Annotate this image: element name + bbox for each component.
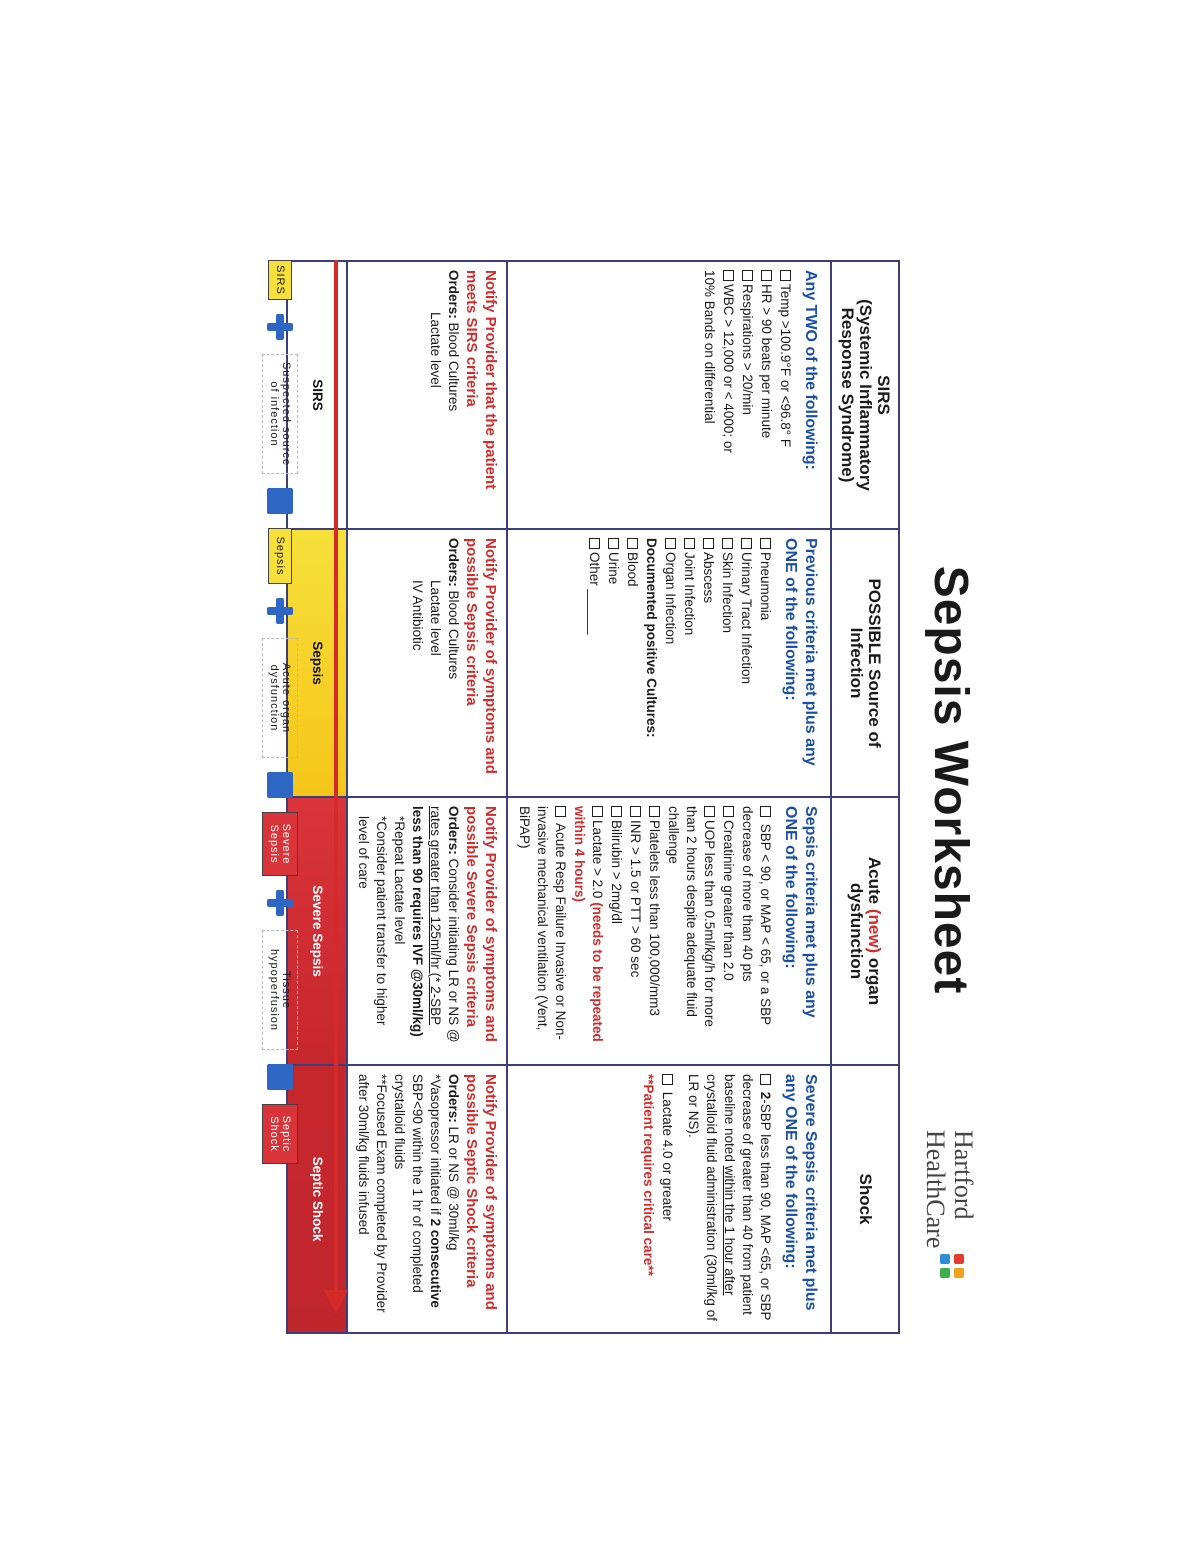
item-label: WBC > 12,000 or < 4000; or — [721, 284, 736, 453]
order-note: *Repeat Lactate level — [392, 816, 407, 945]
order-vaso-text: *Vasopressor initiated if — [428, 1074, 443, 1219]
equals-icon — [267, 1064, 293, 1090]
sepsis-orders-cell — [347, 529, 507, 797]
list-item[interactable] — [718, 538, 736, 788]
checkbox-icon[interactable] — [611, 806, 622, 817]
legend-severe: Severe Sepsis — [262, 812, 298, 876]
list-item[interactable] — [664, 806, 718, 1056]
checkbox-icon[interactable] — [760, 538, 771, 549]
order-vaso — [390, 1074, 444, 1324]
severe-notify: Notify Provider of symptoms and possible Severe Sepsis criteria — [463, 806, 499, 1042]
list-item[interactable] — [684, 1074, 774, 1324]
item-label: Urine — [606, 552, 621, 585]
list-item[interactable] — [661, 538, 679, 788]
item-label: -SBP less than 90, MAP <65, or SBP decrease of greater than 40 from patient baseline noted — [722, 1074, 773, 1321]
checkbox-icon[interactable] — [761, 270, 772, 281]
organ-criteria-cell — [507, 797, 831, 1065]
organ-criteria-label: Sepsis criteria met plus any ONE of the following: — [782, 806, 819, 1018]
progression-arrow-line — [334, 260, 338, 1300]
checkbox-icon[interactable] — [760, 1074, 771, 1085]
list-item[interactable] — [570, 806, 606, 1056]
checkbox-icon[interactable] — [780, 270, 791, 281]
item-label: Other ______ — [587, 552, 602, 635]
legend-shock: Septic Shock — [262, 1104, 298, 1164]
item-label: Respirations > 20/min — [740, 284, 755, 415]
criteria-row — [507, 261, 831, 1333]
sirs-notify: Notify Provider that the patient meets SIRS criteria — [463, 270, 499, 490]
legend-suspected: Suspected source of infection — [262, 354, 298, 474]
sirs-orders-cell — [347, 261, 507, 529]
checkbox-icon[interactable] — [630, 806, 641, 817]
order-vaso-end: SBP<90 within the 1 hr of completed crystalloid fluids — [392, 1074, 425, 1293]
band-septic-shock: Septic Shock — [287, 1065, 347, 1333]
item-label: Platelets less than 100,000/mm3 — [647, 820, 662, 1016]
item-label: Urinary Tract Infection — [739, 552, 754, 685]
list-item[interactable] — [737, 538, 755, 788]
checkbox-icon[interactable] — [662, 1074, 673, 1085]
list-item[interactable] — [645, 806, 663, 1056]
plus-icon — [267, 598, 293, 624]
orders-row — [347, 261, 507, 1333]
item-label: Acute Resp Failure Invasive or Non-invasive mechanical ventilation (Vent, BiPAP) — [517, 806, 568, 1040]
header-sirs: SIRS (Systemic Inflammatory Response Syndrome) — [831, 261, 899, 529]
legend-sirs: SIRS — [268, 260, 292, 300]
checkbox-icon[interactable] — [589, 538, 600, 549]
list-item[interactable] — [604, 538, 622, 788]
list-item[interactable] — [515, 806, 569, 1056]
logo-mark-icon — [934, 1254, 964, 1284]
header-acute: Acute — [865, 856, 884, 909]
item-label: Creatinine greater than 2.0 — [721, 820, 736, 981]
checkbox-icon[interactable] — [760, 806, 771, 817]
orders-label: Orders: — [446, 806, 461, 855]
item-label: Abscess — [701, 552, 716, 604]
item-end: crystalloid fluid administration (30ml/kg of LR or NS). — [686, 1074, 719, 1321]
order-item: Lactate level — [428, 312, 443, 388]
sepsis-criteria-table — [286, 260, 900, 1334]
sepsis-orders — [444, 538, 462, 788]
checkbox-icon[interactable] — [723, 806, 734, 817]
checkbox-icon[interactable] — [704, 806, 715, 817]
item-extra: 10% Bands on differential — [702, 270, 717, 424]
item-label: Lactate 4.0 or greater — [660, 1088, 675, 1221]
list-item[interactable] — [719, 270, 737, 520]
worksheet-page — [200, 230, 1000, 1330]
item-label: Pneumonia — [758, 552, 773, 621]
logo-line-1: Hartford — [949, 1130, 978, 1220]
band-severe-sepsis: Severe Sepsis — [287, 797, 347, 1065]
item-underline: within the 1 hour after — [722, 1165, 737, 1296]
infection-criteria-cell — [507, 529, 831, 797]
critical-care-note: **Patient requires critical care** — [641, 1074, 656, 1276]
severe-orders-cell — [347, 797, 507, 1065]
header-organ-dysfunction — [831, 797, 899, 1065]
item-label: Skin Infection — [720, 552, 735, 634]
hartford-healthcare-logo — [914, 1130, 984, 1310]
item-bold: 2 — [758, 1088, 773, 1100]
logo-line-2: HealthCare — [921, 1130, 950, 1249]
sirs-criteria-cell — [507, 261, 831, 529]
orders-label: Orders: — [446, 538, 461, 587]
page-title: Sepsis Worksheet — [924, 565, 977, 995]
orders-label: Orders: — [446, 1074, 461, 1123]
plus-icon — [267, 314, 293, 340]
checkbox-icon[interactable] — [592, 806, 603, 817]
item-label: HR > 90 beats per minute — [759, 284, 774, 439]
order-item: LR or NS @ 30ml/kg — [446, 1126, 461, 1251]
sirs-criteria-label: Any TWO of the following: — [802, 270, 819, 470]
lactate-note: (needs to be repeated within 4 hours) — [572, 806, 605, 1042]
item-label: Joint Infection — [682, 552, 697, 636]
band-sirs: SIRS — [287, 261, 347, 529]
equals-icon — [267, 772, 293, 798]
sirs-orders — [444, 270, 462, 520]
legend-acute: Acute organ dysfunction — [262, 638, 298, 758]
progression-arrow-icon — [324, 1290, 348, 1314]
checkbox-icon[interactable] — [555, 806, 566, 817]
list-item[interactable] — [623, 538, 641, 788]
checkbox-icon[interactable] — [723, 270, 734, 281]
legend-sepsis: Sepsis — [268, 528, 292, 584]
list-item[interactable] — [626, 806, 644, 1056]
order-bold: less than 90 requires IVF @30ml/kg) — [410, 806, 425, 1037]
item-label: Temp >100.9°F or <96.8° F — [778, 284, 793, 448]
band-sepsis: Sepsis — [287, 529, 347, 797]
list-item[interactable] — [738, 270, 756, 520]
item-label: Bilirubin > 2mg/dl — [609, 820, 624, 924]
list-item[interactable] — [680, 538, 698, 788]
list-item[interactable] — [738, 806, 774, 1056]
order-note: *Consider patient transfer to higher level of care — [356, 816, 389, 1026]
plus-icon — [267, 890, 293, 916]
checkbox-icon[interactable] — [649, 806, 660, 817]
order-exam: **Focused Exam completed by Provider after 30ml/kg fluids infused — [356, 1074, 389, 1313]
legend-tissue: Tissue hypoperfusion — [262, 930, 298, 1050]
list-item[interactable] — [585, 538, 603, 788]
header-row — [831, 261, 899, 1333]
list-item[interactable] — [757, 270, 775, 520]
shock-criteria-label: Severe Sepsis criteria met plus any ONE of the following: — [782, 1074, 819, 1311]
header-infection: POSSIBLE Source of Infection — [831, 529, 899, 797]
item-label: Organ Infection — [663, 552, 678, 645]
shock-orders — [444, 1074, 462, 1324]
order-item: IV Antibiotic — [410, 580, 425, 651]
legend-flow — [250, 260, 310, 1332]
checkbox-icon[interactable] — [627, 538, 638, 549]
shock-notify: Notify Provider of symptoms and possible Septic Shock criteria — [463, 1074, 499, 1310]
header-shock: Shock — [831, 1065, 899, 1333]
order-item: Blood Cultures — [446, 322, 461, 412]
list-item[interactable] — [719, 806, 737, 1056]
list-item[interactable] — [658, 1074, 676, 1324]
checkbox-icon[interactable] — [684, 538, 695, 549]
order-item: Blood Cultures — [446, 590, 461, 680]
list-item[interactable] — [756, 538, 774, 788]
order-item: Consider initiating LR or NS @ — [446, 858, 461, 1043]
order-vaso-bold: 2 consecutive — [428, 1218, 443, 1308]
equals-icon — [267, 488, 293, 514]
sepsis-notify: Notify Provider of symptoms and possible Sepsis criteria — [463, 538, 499, 774]
checkbox-icon[interactable] — [608, 538, 619, 549]
checkbox-icon[interactable] — [703, 538, 714, 549]
infection-criteria-label: Previous criteria met plus any ONE of the following: — [782, 538, 819, 766]
item-label: Blood — [625, 552, 640, 587]
header-organ: organ dysfunction — [847, 882, 884, 1006]
list-item[interactable] — [607, 806, 625, 1056]
checkbox-icon[interactable] — [741, 538, 752, 549]
item-label: INR > 1.5 or PTT > 60 sec — [628, 820, 643, 978]
list-item[interactable] — [699, 538, 717, 788]
list-item[interactable] — [776, 270, 794, 520]
shock-orders-cell — [347, 1065, 507, 1333]
item-label: Lactate > 2.0 — [590, 820, 605, 903]
item-label: UOP less than 0.5ml/kg/h for more than 2 hours despite adequate fluid challenge — [666, 806, 717, 1027]
checkbox-icon[interactable] — [665, 538, 676, 549]
severe-orders — [444, 806, 462, 1056]
orders-label: Orders: — [446, 270, 461, 319]
header-new: (new) — [865, 908, 884, 954]
checkbox-icon[interactable] — [722, 538, 733, 549]
shock-criteria-cell — [507, 1065, 831, 1333]
checkbox-icon[interactable] — [742, 270, 753, 281]
cultures-label: Documented positive Cultures: — [644, 538, 659, 738]
order-item: Lactate level — [428, 580, 443, 656]
item-label: SBP < 90, or MAP < 65, or a SBP decrease of more than 40 pts — [740, 806, 773, 1025]
order-rate: rates greater than 125ml/hr (* 2-SBP — [428, 806, 443, 1026]
